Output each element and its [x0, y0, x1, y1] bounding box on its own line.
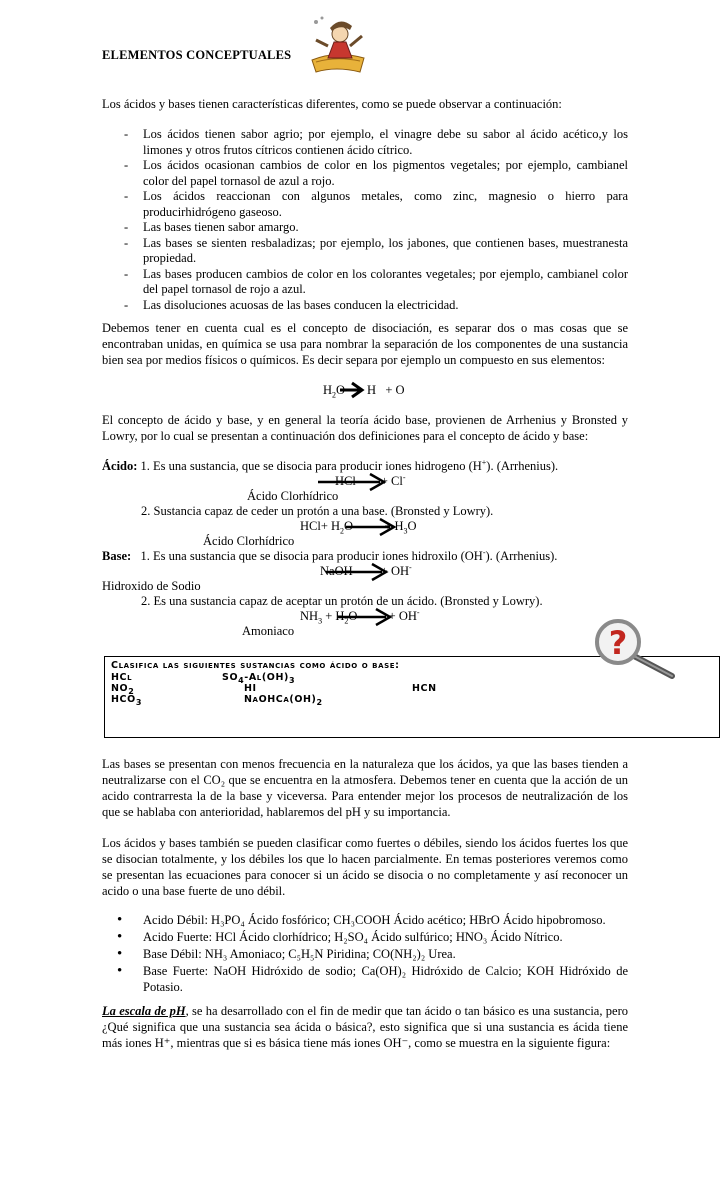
exercise-heading: Clasifica las siguientes sustancias como ácido o base: — [111, 660, 400, 671]
strength-text: Los ácidos y bases también se pueden clasificar como fuertes o débiles, siendo los ácidos fuertes los que se disocian totalmente, y los débiles los que lo hacen parcialmente. En temas posteriores veremos como se presentan las ecuaciones para conocer si un ácido se disocia o no completamente y así reconocer un acido o una base fuerte de uno débil. — [102, 836, 628, 898]
acid-definition-2: 2. Sustancia capaz de ceder un protón a una base. (Bronsted y Lowry). — [141, 504, 494, 518]
list-item: - Los ácidos tienen sabor agrio; por ejemplo, el vinagre debe su sabor al ácido acético,y los limones y otros frutos cítricos contienen ácido cítrico. — [102, 127, 628, 158]
question-magnifier-icon — [594, 618, 676, 680]
mascot-illustration — [306, 14, 370, 76]
list-item: • Acido Débil: H₃PO₄ Ácido fosfórico; CH₃COOH Ácido acético; HBrO Ácido hipobromoso. — [102, 912, 628, 928]
concept-text: El concepto de ácido y base, y en general la teoría ácido base, provienen de Arrhenius y Bronsted y Lowry, por lo cual se presentan a continuación dos definiciones para el concepto de ácido y base: — [102, 413, 628, 443]
exercise-item: $NO_2$ — [111, 683, 135, 696]
bases-text: Las bases se presentan con menos frecuencia en la naturaleza que los ácidos, ya que las bases tienden a neutralizarse con el CO₂ que se encuentra en la atmosfera. Debemos tener en cuenta que la acción de un acido contrarresta la de la base y viceversa. Para entender mejor los procesos de neutralización de los que se hablaba con anterioridad, hablaremos del pH y su importancia. — [102, 757, 628, 819]
list-item: - Las disoluciones acuosas de las bases conducen la electricidad. — [102, 298, 628, 314]
exercise-item: $NaOHCa(OH)_2$ — [244, 694, 323, 707]
base-name-2: Amoniaco — [242, 624, 295, 638]
acid-name-1: Ácido Clorhídrico — [247, 489, 339, 503]
list-item: • Base Fuerte: NaOH Hidróxido de sodio; Ca(OH)₂ Hidróxido de Calcio; KOH Hidróxido de Potasio. — [102, 963, 628, 995]
acid-equation-1: HCl + Cl- — [335, 472, 406, 488]
dissociation-text: Debemos tener en cuenta cual es el concepto de disociación, es separar dos o mas cosas que se encontraban unidas, en química se usa para nombrar la separación de los componentes de una sustancia bien sea por medios físicos o químicos. Es decir separa por ejemplo un compuesto en sus elementos: — [102, 321, 628, 367]
exercise-item: $HCO_3$ — [111, 694, 142, 707]
properties-list — [102, 127, 628, 313]
list-item: - Los ácidos ocasionan cambios de color en los pigmentos vegetales; por ejemplo, cambianel color del papel tornasol de azul a rojo. — [102, 158, 628, 189]
exercise-item: HI — [244, 683, 257, 694]
list-item: - Las bases se sienten resbaladizas; por ejemplo, los jabones, que contienen bases, muestranesta propiedad. — [102, 236, 628, 267]
base-equation-1: NaOH + OH- — [320, 562, 412, 578]
arrow-icon — [338, 606, 396, 628]
list-item: - Las bases producen cambios de color en los colorantes vegetales; por ejemplo, cambianel color del papel tornasol de rojo a azul. — [102, 267, 628, 298]
acid-definition-1: Ácido: 1. Es una sustancia, que se disocia para producir iones hidrogeno (H+). (Arrhenius). — [102, 457, 559, 473]
list-item: • Base Débil: NH₃ Amoniaco; C₅H₅N Piridina; CO(NH₂)₂ Urea. — [102, 946, 628, 962]
ph-text: La escala de pH, se ha desarrollado con el fin de medir que tan ácido o tan básico es una sustancia, pero ¿Qué significa que una sustancia sea ácida o básica?, esto significa que si una sustancia es ácida tiene más iones H⁺, mientras que si es básica tiene más iones OH⁻, como se muestra en la siguiente figura: — [102, 1004, 629, 1050]
list-item: • Acido Fuerte: HCl Ácido clorhídrico; H₂SO₄ Ácido sulfúrico; HNO₃ Ácido Nítrico. — [102, 929, 628, 945]
examples-list — [102, 912, 628, 996]
svg-text:?: ? — [608, 624, 628, 662]
list-item: - Los ácidos reaccionan con algunos metales, como zinc, magnesio o hierro para producirhidrógeno gaseoso. — [102, 189, 628, 220]
dissociation-equation: $H_2O$ H + O — [323, 383, 405, 400]
arrow-icon — [326, 561, 392, 583]
list-item: - Las bases tienen sabor amargo. — [102, 220, 628, 236]
base-equation-2: $NH_3 + H_2O$ + OH- — [300, 607, 420, 626]
base-definition-2: 2. Es una sustancia capaz de aceptar un protón de un ácido. (Bronsted y Lowry). — [141, 594, 543, 608]
exercise-item: HCN — [412, 683, 437, 694]
acid-name-2: Ácido Clorhídrico — [203, 534, 295, 548]
base-name-1: Hidroxido de Sodio — [102, 579, 201, 593]
acid-equation-2: $HCl+ H_2O$ + $H_3O$ — [300, 519, 417, 536]
exercise-item: HCl — [111, 672, 133, 683]
arrow-icon — [338, 380, 366, 400]
intro-text: Los ácidos y bases tienen características diferentes, como se puede observar a continuación: — [102, 97, 562, 111]
arrow-icon — [346, 516, 400, 538]
exercise-item: $SO_4-Al(OH)_3$ — [222, 672, 296, 685]
base-definition-1: Base: 1. Es una sustancia que se disocia para producir iones hidroxilo (OH-). (Arrhenius). — [102, 547, 558, 563]
page-title: ELEMENTOS CONCEPTUALES — [102, 48, 292, 62]
ph-term: La escala de pH — [102, 1004, 186, 1018]
